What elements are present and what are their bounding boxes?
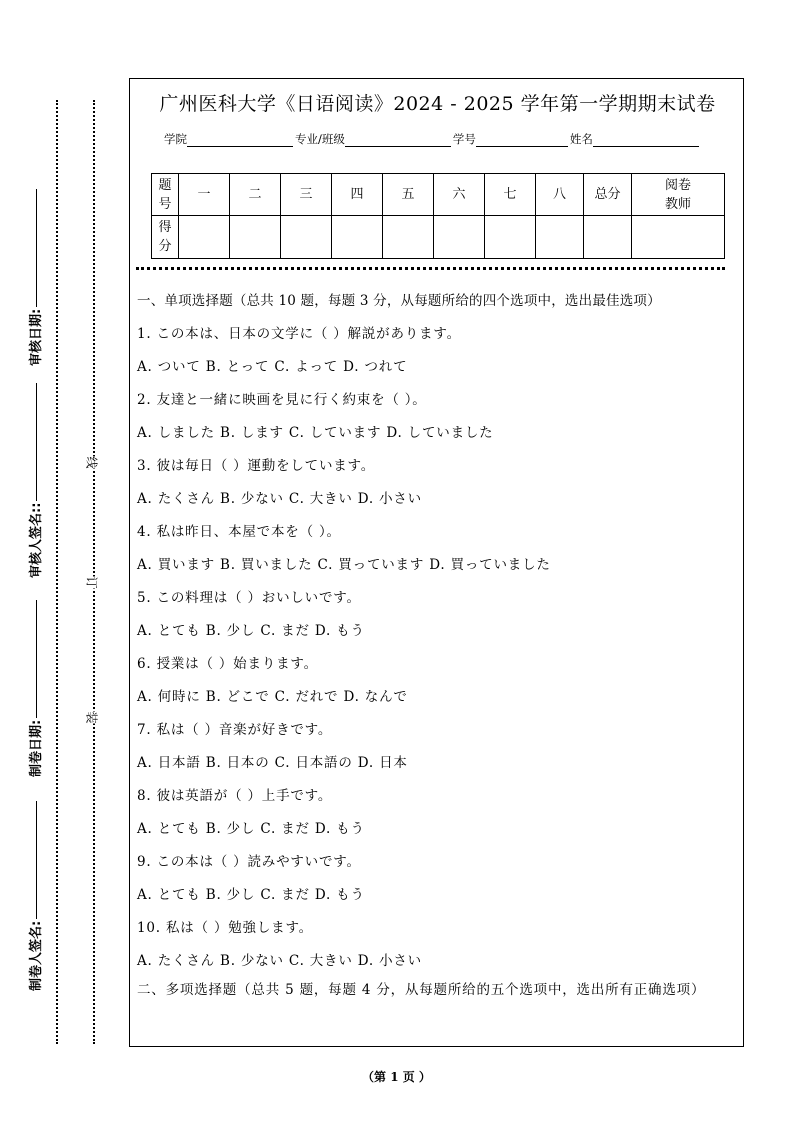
score-cell-3[interactable] [281, 216, 332, 259]
name-label: 姓名 [569, 132, 593, 146]
cut-mark-line: 线 [82, 456, 103, 468]
page-number: （第 1 页 ） [362, 1070, 431, 1084]
page-title: 广州医科大学《日语阅读》2024 - 2025 学年第一学期期末试卷 [159, 93, 716, 115]
score-cell-1[interactable] [179, 216, 230, 259]
score-cell-8[interactable] [536, 216, 584, 259]
reviewer-cell[interactable] [632, 216, 725, 259]
question-line: 5. この料理は（ ）おいしいです。 [137, 590, 361, 606]
inner-dotted-line [93, 100, 95, 1044]
compiler-signature-label: 制卷人签名: [25, 811, 45, 991]
question-line: 6. 授業は（ ）始まります。 [137, 656, 318, 672]
options-line: A. 日本語 B. 日本の C. 日本語の D. 日本 [137, 755, 408, 771]
question-line: 10. 私は（ ）勉強します。 [137, 920, 313, 936]
col-8: 八 [536, 174, 584, 216]
score-cell-6[interactable] [434, 216, 485, 259]
question-number-head: 题 号 [152, 174, 179, 216]
question-line: 1. この本は、日本の文学に（ ）解説があります。 [137, 326, 461, 342]
score-cell-total[interactable] [584, 216, 632, 259]
review-date-label: 审核日期: [25, 186, 45, 366]
score-cell-4[interactable] [332, 216, 383, 259]
question-line: 3. 彼は毎日（ ）運動をしています。 [137, 458, 376, 474]
name-blank[interactable] [593, 132, 699, 147]
options-line: A. ついて B. とって C. よって D. つれて [137, 359, 408, 375]
options-line: A. しました B. します C. しています D. していました [137, 425, 494, 441]
options-line: A. 何時に B. どこで C. だれで D. なんで [137, 689, 408, 705]
score-cell-7[interactable] [485, 216, 536, 259]
score-cell-5[interactable] [383, 216, 434, 259]
options-line: A. たくさん B. 少ない C. 大きい D. 小さい [137, 953, 422, 969]
col-3: 三 [281, 174, 332, 216]
major-blank[interactable] [345, 132, 451, 147]
col-7: 七 [485, 174, 536, 216]
student-info-row [164, 131, 701, 147]
major-label: 专业/班级 [295, 132, 345, 146]
options-line: A. とても B. 少し C. まだ D. もう [137, 821, 365, 837]
college-label: 学院 [164, 132, 187, 146]
options-line: A. とても B. 少し C. まだ D. もう [137, 623, 365, 639]
compile-date-label: 制卷日期: [25, 597, 45, 777]
options-line: A. とても B. 少し C. まだ D. もう [137, 887, 365, 903]
col-4: 四 [332, 174, 383, 216]
cut-mark-install: 装 [82, 711, 103, 723]
col-2: 二 [230, 174, 281, 216]
question-line: 7. 私は（ ）音楽が好きです。 [137, 722, 333, 738]
question-line: 2. 友達と一緒に映画を見に行く約束を（ ）。 [137, 392, 427, 408]
cut-mark-bind: 订 [82, 576, 103, 588]
student-id-label: 学号 [452, 132, 476, 146]
exam-frame [129, 78, 744, 1047]
col-5: 五 [383, 174, 434, 216]
section1-heading: 一、单项选择题（总共 10 题，每题 3 分，从每题所给的四个选项中，选出最佳选项） [137, 293, 661, 309]
questions-body [137, 291, 742, 1001]
options-line: A. たくさん B. 少ない C. 大きい D. 小さい [137, 491, 422, 507]
section2-heading: 二、多项选择题（总共 5 题，每题 4 分，从每题所给的五个选项中，选出所有正确选项） [137, 982, 706, 998]
college-blank[interactable] [187, 132, 293, 147]
outer-dotted-line [56, 100, 58, 1044]
col-total: 总分 [584, 174, 632, 216]
col-6: 六 [434, 174, 485, 216]
reviewer-head: 阅卷 教师 [632, 174, 725, 216]
question-line: 4. 私は昨日、本屋で本を（ ）。 [137, 524, 341, 540]
score-cell-2[interactable] [230, 216, 281, 259]
col-1: 一 [179, 174, 230, 216]
options-line: A. 買います B. 買いました C. 買っています D. 買っていました [137, 557, 551, 573]
section-divider [136, 267, 725, 270]
question-line: 9. この本は（ ）読みやすいです。 [137, 854, 361, 870]
reviewer-signature-label: 审核人签名:: [25, 398, 45, 578]
student-id-blank[interactable] [476, 132, 568, 147]
question-line: 8. 彼は英語が（ ）上手です。 [137, 788, 333, 804]
score-table [151, 173, 725, 259]
score-head: 得 分 [152, 216, 179, 259]
